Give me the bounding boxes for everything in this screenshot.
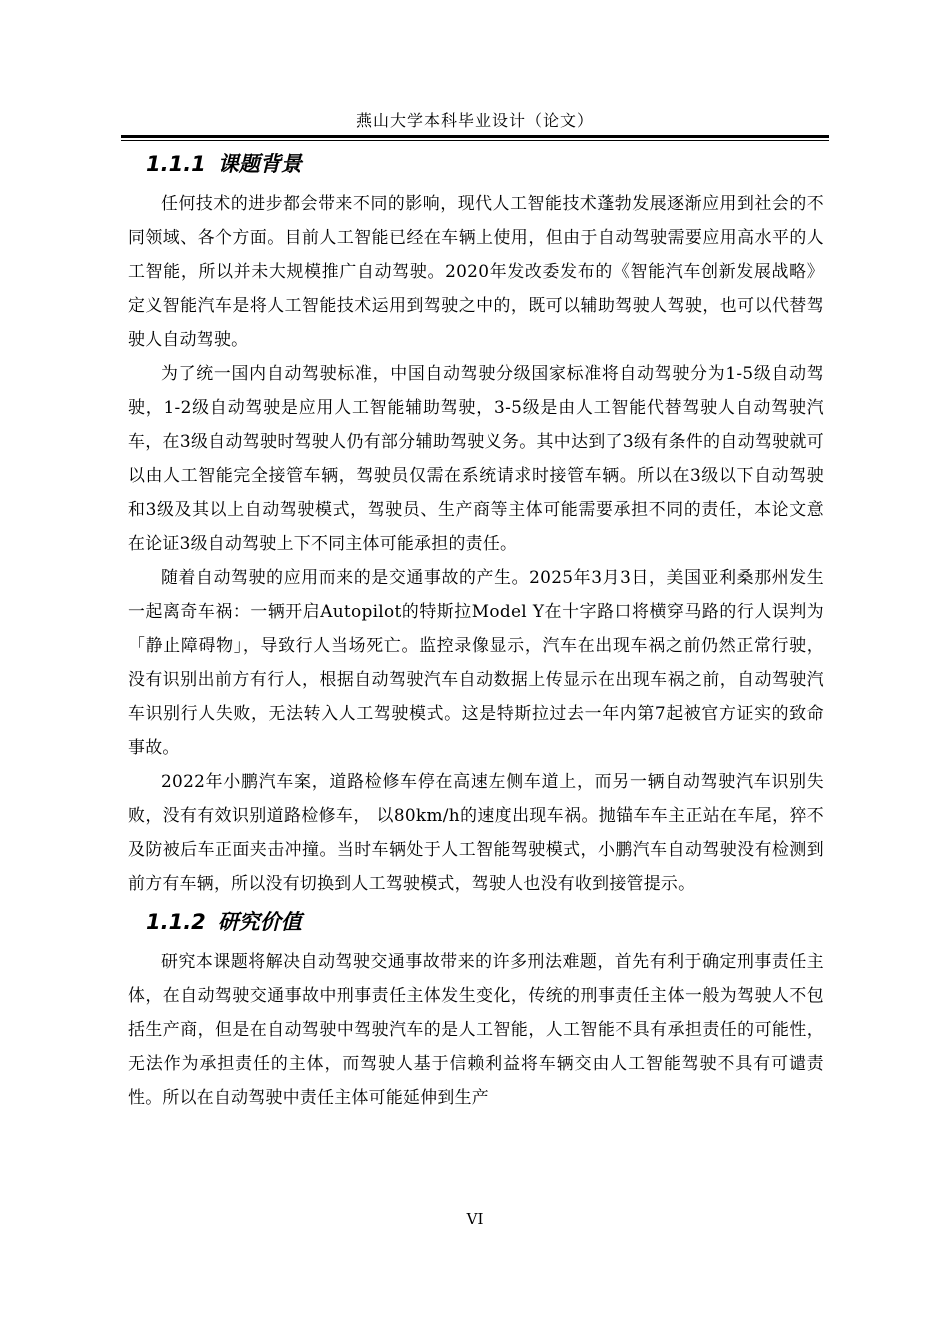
section-title: 研究价值 xyxy=(217,910,302,934)
section-number: 1.1.1 xyxy=(146,152,206,176)
header-rule-thin xyxy=(121,140,829,141)
section-number: 1.1.2 xyxy=(146,910,206,934)
page-content xyxy=(128,142,824,1114)
page-number: VI xyxy=(466,1210,484,1228)
section-heading-research-value xyxy=(128,900,824,944)
paragraph: 随着自动驾驶的应用而来的是交通事故的产生。2025年3月3日，美国亚利桑那州发生一起离奇车祸：一辆开启Autopilot的特斯拉Model Y在十字路口将横穿马路的行人误判为「静止障碍物」，导致行人当场死亡。监控录像显示，汽车在出现车祸之前仍然正常行驶，没有识别出前方有行人，根据自动驾驶汽车自动数据上传显示在出现车祸之前，自动驾驶汽车识别行人失败，无法转入人工驾驶模式。这是特斯拉过去一年内第7起被官方证实的致命事故。 xyxy=(128,567,824,757)
paragraph: 任何技术的进步都会带来不同的影响，现代人工智能技术蓬勃发展逐渐应用到社会的不同领域、各个方面。目前人工智能已经在车辆上使用，但由于自动驾驶需要应用高水平的人工智能，所以并未大规模推广自动驾驶。2020年发改委发布的《智能汽车创新发展战略》定义智能汽车是将人工智能技术运用到驾驶之中的，既可以辅助驾驶人驾驶，也可以代替驾驶人自动驾驶。 xyxy=(128,193,824,349)
running-header: 燕山大学本科毕业设计（论文） xyxy=(355,111,594,130)
paragraph: 为了统一国内自动驾驶标准，中国自动驾驶分级国家标准将自动驾驶分为1-5级自动驾驶，1-2级自动驾驶是应用人工智能辅助驾驶，3-5级是由人工智能代替驾驶人自动驾驶汽车，在3级自动驾驶时驾驶人仍有部分辅助驾驶义务。其中达到了3级有条件的自动驾驶就可以由人工智能完全接管车辆，驾驶员仅需在系统请求时接管车辆。所以在3级以下自动驾驶和3级及其以上自动驾驶模式，驾驶员、生产商等主体可能需要承担不同的责任，本论文意在论证3级自动驾驶上下不同主体可能承担的责任。 xyxy=(128,363,824,553)
section-heading-background xyxy=(128,142,824,186)
paragraph: 研究本课题将解决自动驾驶交通事故带来的许多刑法难题，首先有利于确定刑事责任主体，在自动驾驶交通事故中刑事责任主体发生变化，传统的刑事责任主体一般为驾驶人不包括生产商，但是在自动驾驶中驾驶汽车的是人工智能，人工智能不具有承担责任的可能性，无法作为承担责任的主体，而驾驶人基于信赖利益将车辆交由人工智能驾驶不具有可谴责性。所以在自动驾驶中责任主体可能延伸到生产 xyxy=(128,951,824,1107)
header-rule-thick xyxy=(121,135,829,138)
paragraph: 2022年小鹏汽车案，道路检修车停在高速左侧车道上，而另一辆自动驾驶汽车识别失败，没有有效识别道路检修车， 以80km/h的速度出现车祸。抛锚车车主正站在车尾，猝不及防被后车正面夹击冲撞。当时车辆处于人工智能驾驶模式，小鹏汽车自动驾驶没有检测到前方有车辆，所以没有切换到人工驾驶模式，驾驶人也没有收到接管提示。 xyxy=(128,771,824,893)
section-title: 课题背景 xyxy=(217,152,302,176)
